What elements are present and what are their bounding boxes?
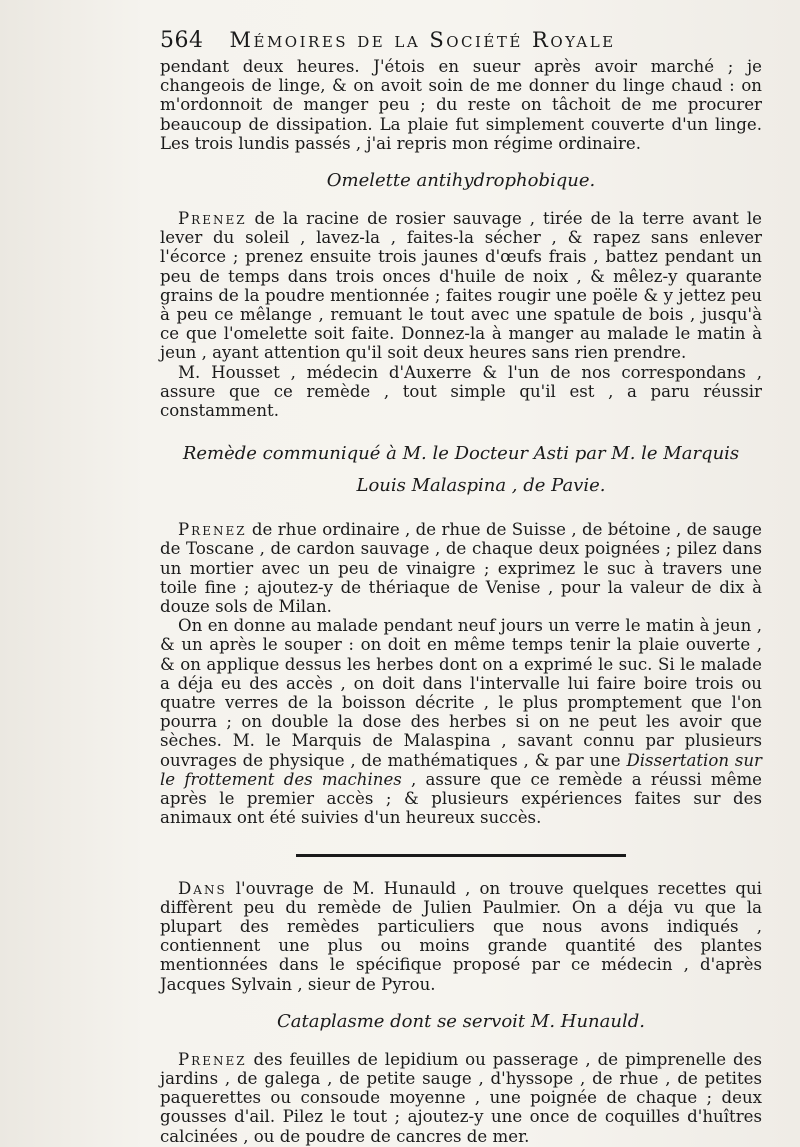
lead-word: Dans bbox=[178, 878, 227, 898]
paragraph-continuation: pendant deux heures. J'étois en sueur après avoir marché ; je changeois de linge, & on avoit soin de me donner du linge chaud : on m'ordonnoit de manger peu ; du reste on tâchoit de me procurer beaucoup de dissipation. La plaie fut simplement couverte d'un linge. Les trois lundis passés , j'ai repris mon régime ordinaire. bbox=[160, 57, 762, 153]
paragraph-hunauld-intro bbox=[160, 879, 762, 994]
section-heading-malaspina bbox=[160, 438, 762, 502]
paragraph-text: l'ouvrage de M. Hunauld , on trouve quelques recettes qui diffèrent peu du remède de Julien Paulmier. On a déja vu que la plupart des remèdes particuliers que nous avons indiqués , contiennent une plus ou moins grande quantité des plantes mentionnées dans le spécifique proposé par ce médecin , d'après Jacques Sylvain , sieur de Pyrou. bbox=[160, 878, 762, 994]
paragraph-cataplasme-recipe bbox=[160, 1050, 762, 1146]
paragraph-text: On en donne au malade pendant neuf jours un verre le matin à jeun , & un après le souper : on doit en même temps tenir la plaie ouverte , & on applique dessus les herbes dont on a exprimé le suc. Si le malade a déja eu des accès , on doit dans l'intervalle lui faire boire trois ou quatre verres de la boisson décrite , le plus promptement que l'on pourra ; on double la dose des herbes si on ne peut les avoir que sèches. M. le Marquis de Malaspina , savant connu par plusieurs ouvrages de physique , de mathématiques , & par une bbox=[160, 616, 762, 770]
section-divider bbox=[296, 854, 626, 857]
heading-line-2: Louis Malaspina , de Pavie. bbox=[356, 475, 606, 497]
page-header bbox=[160, 28, 762, 53]
section-heading-cataplasme: Cataplasme dont se servoit M. Hunauld. bbox=[277, 1010, 645, 1032]
paragraph-text-tail: , assure que ce remède a réussi même après le premier accès ; & plusieurs expériences faites sur des animaux ont été suivies d'un heureux succès. bbox=[160, 769, 762, 828]
paragraph-malaspina-recipe bbox=[160, 520, 762, 616]
heading-line-1: Remède communiqué à M. le Docteur Asti par M. le Marquis bbox=[182, 443, 740, 465]
italic-title: Dissertation sur le frottement des machines bbox=[160, 750, 762, 789]
lead-word: Prenez bbox=[178, 1049, 247, 1069]
paragraph-text: de la racine de rosier sauvage , tirée de la terre avant le lever du soleil , lavez-la , faites-la sécher , & rapez sans enlever l'écorce ; prenez ensuite trois jaunes d'œufs frais , battez pendant un peu de temps dans trois onces d'huile de noix , & mêlez-y quarante grains de la poudre mentionnée ; faites rougir une poële & y jettez peu à peu ce mêlange , remuant le tout avec une spatule de bois , jusqu'à ce que l'omelette soit faite. Donnez-la à manger au malade le matin à jeun , ayant attention qu'il soit deux heures sans rien prendre. bbox=[160, 209, 762, 363]
running-title: Mémoires de la Société Royale bbox=[229, 28, 616, 52]
section-heading-omelette: Omelette antihydrophobique. bbox=[326, 170, 596, 192]
lead-word: Prenez bbox=[178, 209, 247, 229]
lead-word: Prenez bbox=[178, 520, 247, 540]
paragraph-text: de rhue ordinaire , de rhue de Suisse , de bétoine , de sauge de Toscane , de cardon sauvage , de chaque deux poignées ; pilez dans un mortier avec un peu de vinaigre ; exprimez le suc à travers une toile fine ; ajoutez-y de thériaque de Venise , pour la valeur de dix à douze sols de Milan. bbox=[160, 520, 762, 617]
paragraph-text: des feuilles de lepidium ou passerage , de pimprenelle des jardins , de galega , de petite sauge , d'hyssope , de rhue , de petites paquerettes ou consoude moyenne , une poignée de chaque ; deux gousses d'ail. Pilez le tout ; ajoutez-y une once de coquilles d'huîtres calcinées , ou de poudre de cancres de mer. bbox=[160, 1049, 762, 1146]
page-number: 564 bbox=[160, 28, 204, 53]
paragraph-omelette-recipe bbox=[160, 209, 762, 363]
paragraph-malaspina-usage bbox=[160, 616, 762, 827]
paragraph-housset-note: M. Housset , médecin d'Auxerre & l'un de nos correspondans , assure que ce remède , tout simple qu'il est , a paru réussir constamment. bbox=[160, 362, 762, 421]
